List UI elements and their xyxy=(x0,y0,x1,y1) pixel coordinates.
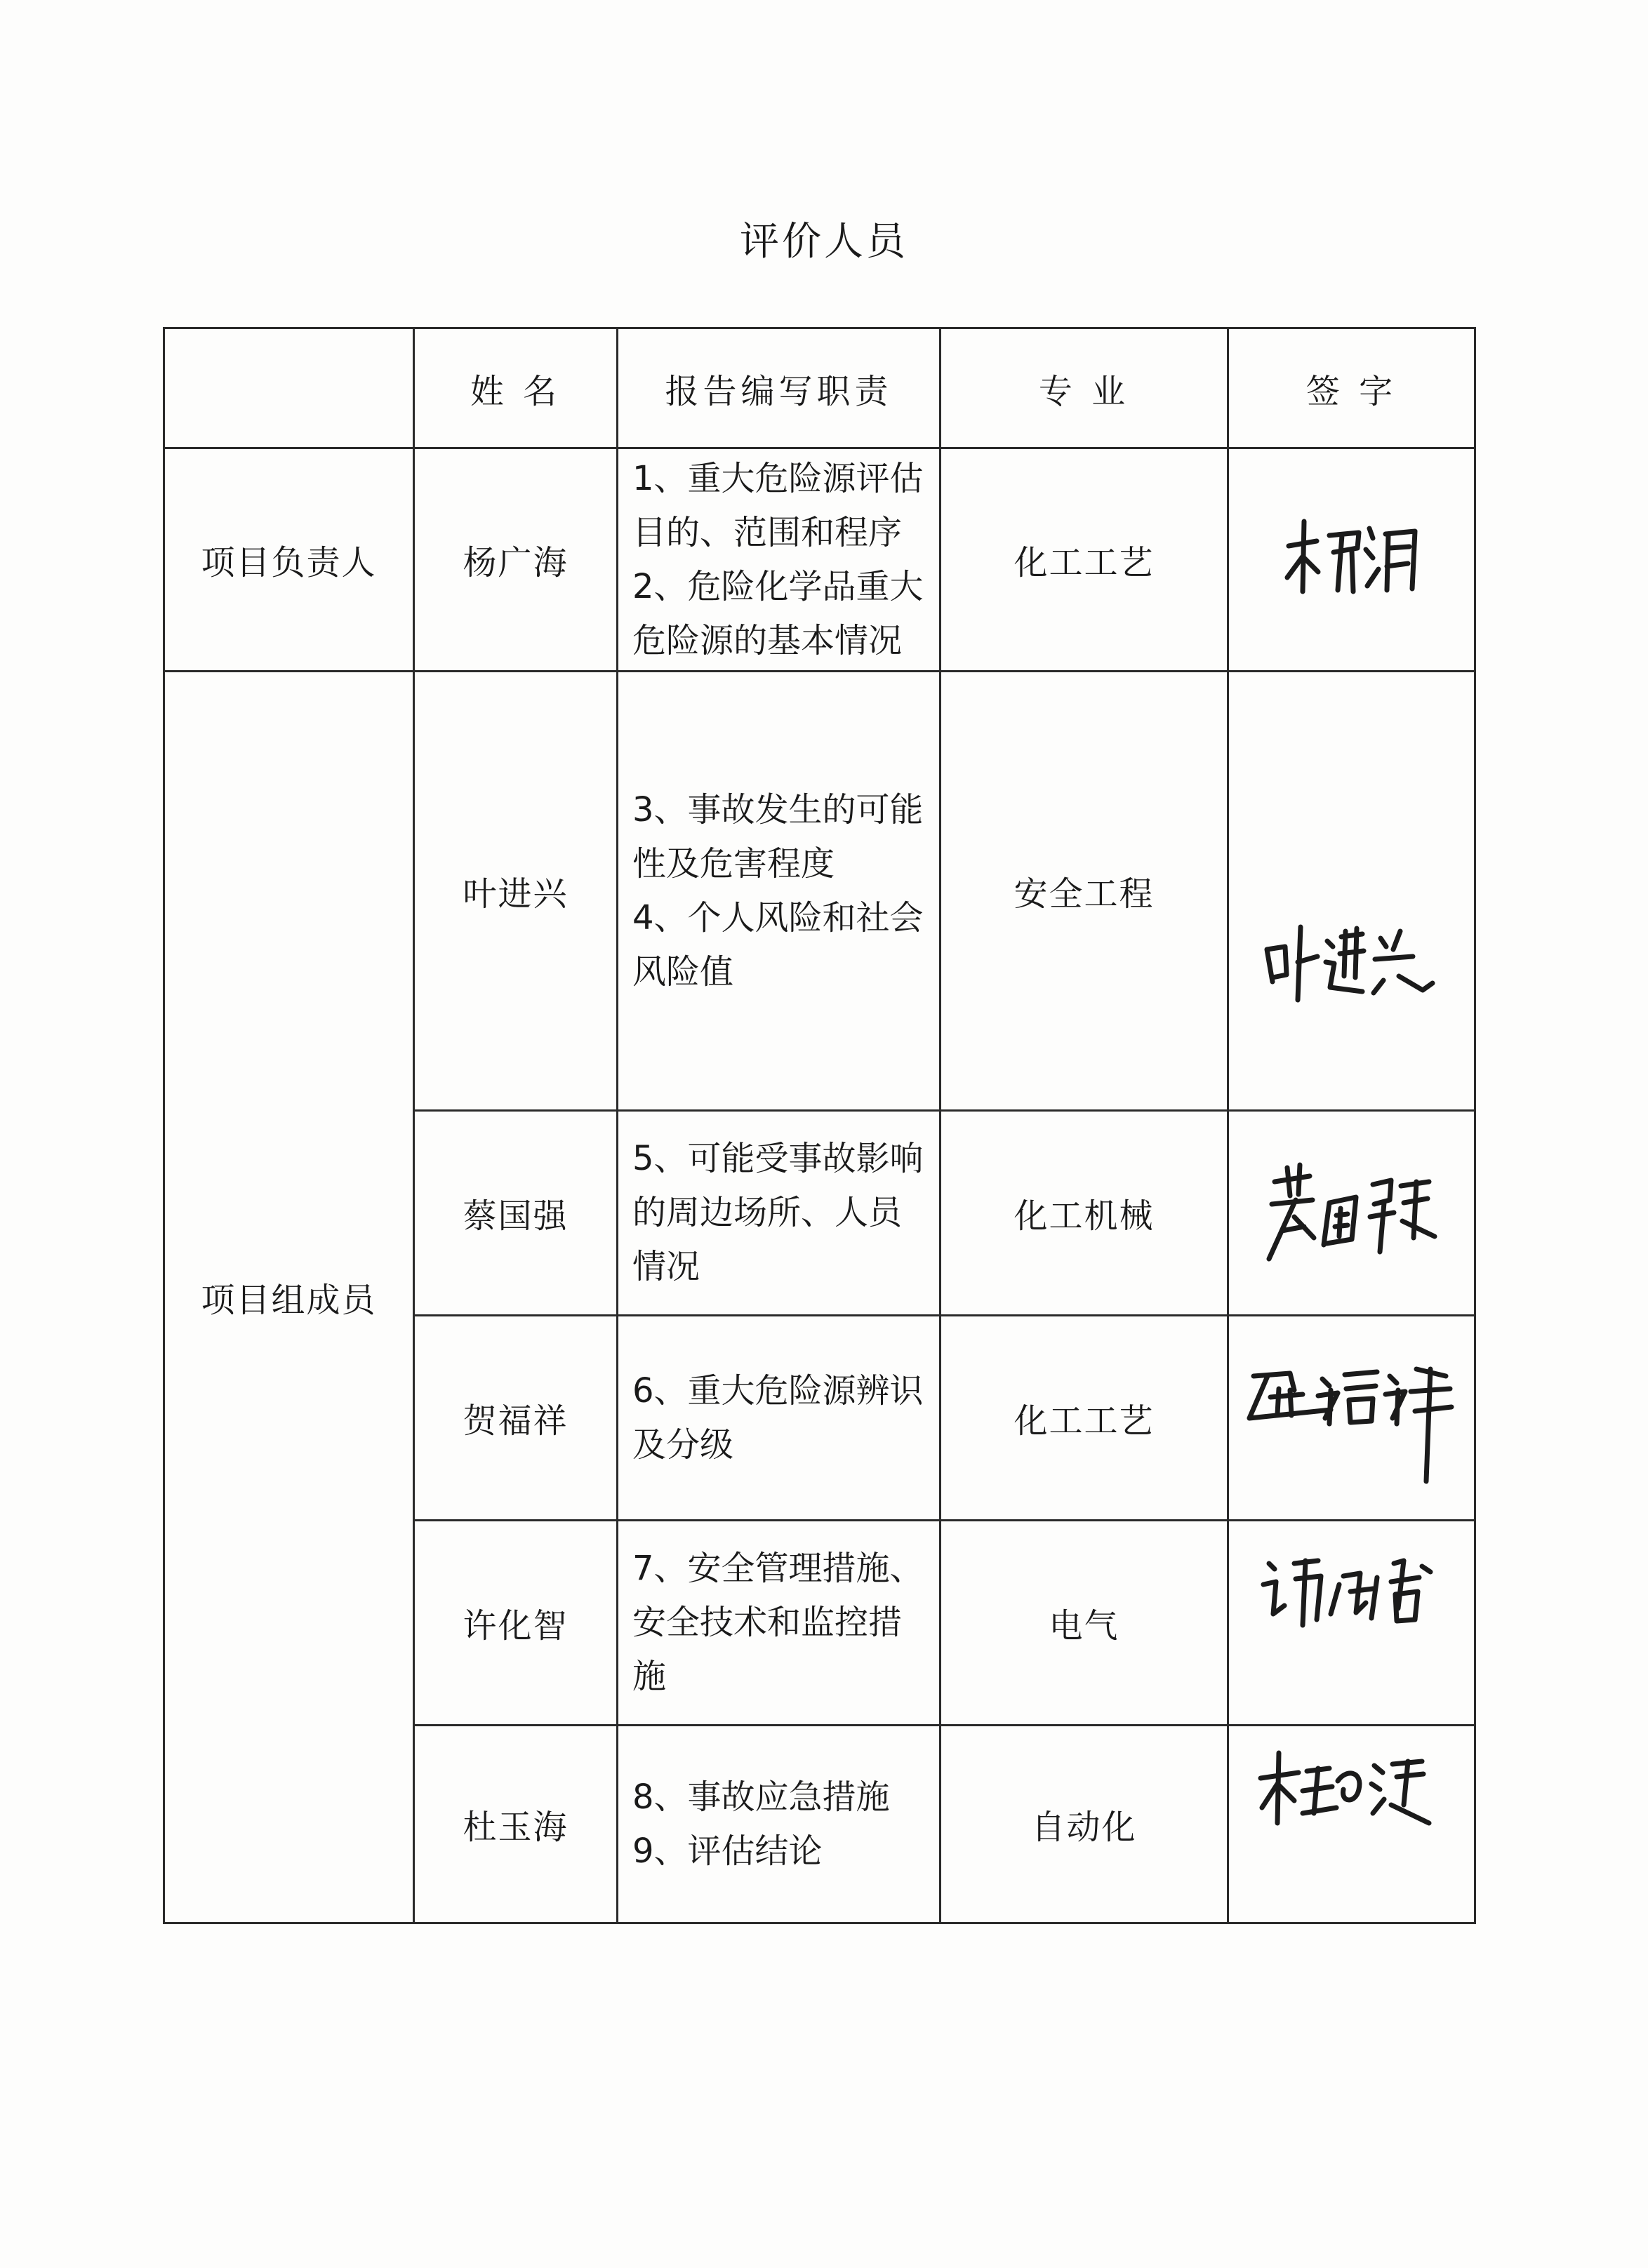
member-major: 自动化 xyxy=(941,1726,1228,1923)
duty-line: 目的、范围和程序 xyxy=(632,512,903,552)
member-name: 杜玉海 xyxy=(414,1726,618,1923)
duty-line: 7、安全管理措施、 xyxy=(632,1549,924,1588)
page-title: 评价人员 xyxy=(740,219,908,265)
duty-line: 及分级 xyxy=(632,1425,734,1465)
handwritten-signature xyxy=(1275,507,1429,613)
signature-cell xyxy=(1228,1726,1475,1923)
member-name: 叶进兴 xyxy=(414,672,618,1111)
handwritten-signature xyxy=(1254,1535,1450,1641)
duty-line: 9、评估结论 xyxy=(632,1831,823,1871)
member-major: 安全工程 xyxy=(941,672,1228,1111)
handwritten-signature xyxy=(1254,1154,1450,1273)
table-row xyxy=(164,448,1475,672)
duty-line: 4、个人风险和社会 xyxy=(632,898,924,938)
header-role xyxy=(164,328,414,448)
member-major: 电气 xyxy=(941,1521,1228,1726)
handwritten-signature xyxy=(1257,913,1447,1004)
member-major: 化工工艺 xyxy=(941,1316,1228,1521)
duty-line: 情况 xyxy=(632,1247,700,1286)
table-row xyxy=(164,672,1475,1111)
member-duty xyxy=(618,1521,941,1726)
member-name: 贺福祥 xyxy=(414,1316,618,1521)
duty-line: 的周边场所、人员 xyxy=(632,1193,903,1232)
handwritten-signature xyxy=(1254,1740,1450,1846)
duty-line: 安全技术和监控措 xyxy=(632,1603,903,1642)
signature-cell xyxy=(1228,1521,1475,1726)
duty-line: 危险源的基本情况 xyxy=(632,620,903,660)
duty-line: 施 xyxy=(632,1657,667,1696)
member-duty xyxy=(618,1726,941,1923)
member-name: 蔡国强 xyxy=(414,1111,618,1316)
signature-cell xyxy=(1228,448,1475,672)
handwritten-signature xyxy=(1240,1348,1464,1488)
duty-line: 1、重大危险源评估 xyxy=(632,458,924,498)
signature-cell xyxy=(1228,1111,1475,1316)
header-name: 姓 名 xyxy=(414,328,618,448)
member-duty xyxy=(618,1316,941,1521)
member-duty xyxy=(618,1111,941,1316)
signature-cell xyxy=(1228,1316,1475,1521)
header-signature: 签 字 xyxy=(1228,328,1475,448)
duty-line: 性及危害程度 xyxy=(632,843,835,883)
member-name: 杨广海 xyxy=(414,448,618,672)
table-header-row xyxy=(164,328,1475,448)
member-duty xyxy=(618,448,941,672)
member-major: 化工机械 xyxy=(941,1111,1228,1316)
duty-line: 2、危险化学品重大 xyxy=(632,566,924,606)
duty-line: 3、事故发生的可能 xyxy=(632,789,924,829)
member-duty xyxy=(618,672,941,1111)
duty-line: 8、事故应急措施 xyxy=(632,1777,890,1817)
signature-cell xyxy=(1228,672,1475,1111)
duty-line: 6、重大危险源辨识 xyxy=(632,1370,924,1410)
member-major: 化工工艺 xyxy=(941,448,1228,672)
role-leader: 项目负责人 xyxy=(164,448,414,672)
member-name: 许化智 xyxy=(414,1521,618,1726)
header-major: 专 业 xyxy=(941,328,1228,448)
duty-line: 风险值 xyxy=(632,952,734,992)
duty-line: 5、可能受事故影响 xyxy=(632,1139,924,1178)
role-members: 项目组成员 xyxy=(164,672,414,1923)
header-duty: 报告编写职责 xyxy=(618,328,941,448)
evaluator-table xyxy=(163,327,1476,1924)
